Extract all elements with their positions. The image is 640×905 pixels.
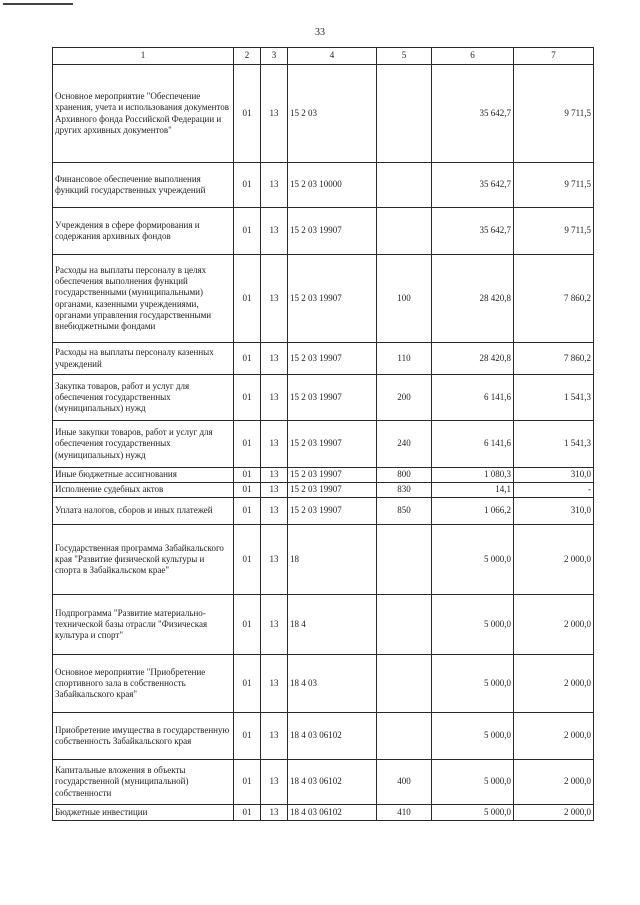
row-target-code: 15 2 03 (288, 65, 377, 163)
row-name: Финансовое обеспечение выполнения функций государственных учреждений (53, 163, 234, 208)
row-section: 01 (234, 65, 261, 163)
row-section: 01 (234, 760, 261, 805)
row-amount-1: 35 642,7 (432, 163, 514, 208)
row-name: Закупка товаров, работ и услуг для обеспечения государственных (муниципальных) нужд (53, 375, 234, 421)
row-subsection: 13 (261, 525, 288, 595)
row-target-code: 15 2 03 19907 (288, 208, 377, 255)
row-subsection: 13 (261, 760, 288, 805)
row-section: 01 (234, 421, 261, 468)
table-row (53, 65, 594, 163)
row-amount-1: 5 000,0 (432, 525, 514, 595)
row-amount-1: 5 000,0 (432, 595, 514, 655)
row-amount-2: 9 711,5 (514, 65, 594, 163)
table-row (53, 208, 594, 255)
table-row (53, 655, 594, 713)
row-name: Приобретение имущества в государственную собственность Забайкальского края (53, 713, 234, 760)
row-amount-2: 9 711,5 (514, 208, 594, 255)
header-col-5: 5 (377, 48, 432, 65)
row-name: Подпрограмма "Развитие материально-технической базы отрасли "Физическая культура и спорт" (53, 595, 234, 655)
header-col-2: 2 (234, 48, 261, 65)
row-target-code: 15 2 03 19907 (288, 375, 377, 421)
row-expense-type (377, 65, 432, 163)
row-amount-1: 5 000,0 (432, 713, 514, 760)
table-row (53, 255, 594, 343)
row-target-code: 18 4 03 06102 (288, 760, 377, 805)
row-subsection: 13 (261, 163, 288, 208)
header-col-4: 4 (288, 48, 377, 65)
row-amount-1: 1 080,3 (432, 468, 514, 483)
budget-table (52, 47, 594, 821)
row-amount-2: 2 000,0 (514, 595, 594, 655)
row-expense-type: 240 (377, 421, 432, 468)
table-row (53, 343, 594, 375)
row-target-code: 18 4 03 06102 (288, 713, 377, 760)
table-row (53, 468, 594, 483)
row-section: 01 (234, 498, 261, 525)
row-amount-2: 2 000,0 (514, 760, 594, 805)
row-amount-2: 2 000,0 (514, 655, 594, 713)
header-col-6: 6 (432, 48, 514, 65)
row-amount-2: - (514, 483, 594, 498)
row-subsection: 13 (261, 483, 288, 498)
row-amount-1: 14,1 (432, 483, 514, 498)
row-name: Расходы на выплаты персоналу в целях обеспечения выполнения функций государственными (муниципальными) органами, казенными учреждениями, органами управления государственными внебюджетными фондами (53, 255, 234, 343)
row-subsection: 13 (261, 343, 288, 375)
table-row (53, 375, 594, 421)
row-expense-type: 830 (377, 483, 432, 498)
row-expense-type: 110 (377, 343, 432, 375)
row-section: 01 (234, 805, 261, 821)
row-name: Учреждения в сфере формирования и содержания архивных фондов (53, 208, 234, 255)
row-amount-2: 2 000,0 (514, 713, 594, 760)
row-expense-type: 800 (377, 468, 432, 483)
row-expense-type (377, 525, 432, 595)
row-section: 01 (234, 468, 261, 483)
row-subsection: 13 (261, 468, 288, 483)
row-name: Капитальные вложения в объекты государственной (муниципальной) собственности (53, 760, 234, 805)
row-subsection: 13 (261, 595, 288, 655)
row-name: Бюджетные инвестиции (53, 805, 234, 821)
row-target-code: 15 2 03 19907 (288, 421, 377, 468)
row-expense-type: 850 (377, 498, 432, 525)
table-row (53, 805, 594, 821)
row-subsection: 13 (261, 65, 288, 163)
row-expense-type (377, 713, 432, 760)
row-section: 01 (234, 525, 261, 595)
row-amount-2: 2 000,0 (514, 805, 594, 821)
row-section: 01 (234, 595, 261, 655)
table-header-row (53, 48, 594, 65)
row-expense-type: 410 (377, 805, 432, 821)
row-subsection: 13 (261, 713, 288, 760)
row-amount-2: 1 541,3 (514, 421, 594, 468)
row-section: 01 (234, 655, 261, 713)
row-section: 01 (234, 255, 261, 343)
row-amount-1: 5 000,0 (432, 655, 514, 713)
header-col-3: 3 (261, 48, 288, 65)
row-name: Государственная программа Забайкальского края "Развитие физической культуры и спорта в Забайкальском крае" (53, 525, 234, 595)
top-edge-line (3, 3, 73, 5)
row-amount-2: 1 541,3 (514, 375, 594, 421)
row-subsection: 13 (261, 805, 288, 821)
row-subsection: 13 (261, 655, 288, 713)
row-expense-type: 400 (377, 760, 432, 805)
row-expense-type: 100 (377, 255, 432, 343)
row-amount-1: 6 141,6 (432, 421, 514, 468)
row-amount-1: 5 000,0 (432, 760, 514, 805)
row-subsection: 13 (261, 208, 288, 255)
row-name: Уплата налогов, сборов и иных платежей (53, 498, 234, 525)
row-amount-1: 6 141,6 (432, 375, 514, 421)
row-expense-type: 200 (377, 375, 432, 421)
row-name: Основное мероприятие "Приобретение спортивного зала в собственность Забайкальского края" (53, 655, 234, 713)
row-section: 01 (234, 375, 261, 421)
row-target-code: 18 4 (288, 595, 377, 655)
table-row (53, 483, 594, 498)
row-amount-1: 35 642,7 (432, 208, 514, 255)
table-row (53, 525, 594, 595)
row-amount-2: 310,0 (514, 468, 594, 483)
row-section: 01 (234, 713, 261, 760)
row-target-code: 15 2 03 19907 (288, 255, 377, 343)
row-expense-type (377, 208, 432, 255)
row-amount-2: 2 000,0 (514, 525, 594, 595)
row-amount-2: 7 860,2 (514, 255, 594, 343)
row-section: 01 (234, 343, 261, 375)
row-section: 01 (234, 483, 261, 498)
row-subsection: 13 (261, 375, 288, 421)
row-target-code: 18 4 03 (288, 655, 377, 713)
table-row (53, 595, 594, 655)
row-amount-2: 9 711,5 (514, 163, 594, 208)
table-row (53, 421, 594, 468)
header-col-1: 1 (53, 48, 234, 65)
row-name: Иные закупки товаров, работ и услуг для обеспечения государственных (муниципальных) нужд (53, 421, 234, 468)
row-target-code: 15 2 03 10000 (288, 163, 377, 208)
row-target-code: 15 2 03 19907 (288, 483, 377, 498)
row-amount-1: 28 420,8 (432, 343, 514, 375)
row-name: Исполнение судебных актов (53, 483, 234, 498)
row-target-code: 15 2 03 19907 (288, 468, 377, 483)
row-section: 01 (234, 208, 261, 255)
table-row (53, 163, 594, 208)
row-amount-1: 28 420,8 (432, 255, 514, 343)
row-expense-type (377, 163, 432, 208)
row-name: Расходы на выплаты персоналу казенных учреждений (53, 343, 234, 375)
row-target-code: 18 4 03 06102 (288, 805, 377, 821)
table-row (53, 760, 594, 805)
table-row (53, 713, 594, 760)
row-amount-2: 7 860,2 (514, 343, 594, 375)
page-number: 33 (315, 27, 325, 38)
row-expense-type (377, 595, 432, 655)
row-target-code: 15 2 03 19907 (288, 498, 377, 525)
row-target-code: 18 (288, 525, 377, 595)
row-target-code: 15 2 03 19907 (288, 343, 377, 375)
row-name: Основное мероприятие "Обеспечение хранения, учета и использования документов Архивного фонда Российской Федерации и других архивных документов" (53, 65, 234, 163)
row-expense-type (377, 655, 432, 713)
header-col-7: 7 (514, 48, 594, 65)
row-subsection: 13 (261, 255, 288, 343)
row-amount-1: 5 000,0 (432, 805, 514, 821)
table-row (53, 498, 594, 525)
row-amount-2: 310,0 (514, 498, 594, 525)
row-amount-1: 35 642,7 (432, 65, 514, 163)
row-subsection: 13 (261, 498, 288, 525)
row-subsection: 13 (261, 421, 288, 468)
row-amount-1: 1 066,2 (432, 498, 514, 525)
row-name: Иные бюджетные ассигнования (53, 468, 234, 483)
row-section: 01 (234, 163, 261, 208)
